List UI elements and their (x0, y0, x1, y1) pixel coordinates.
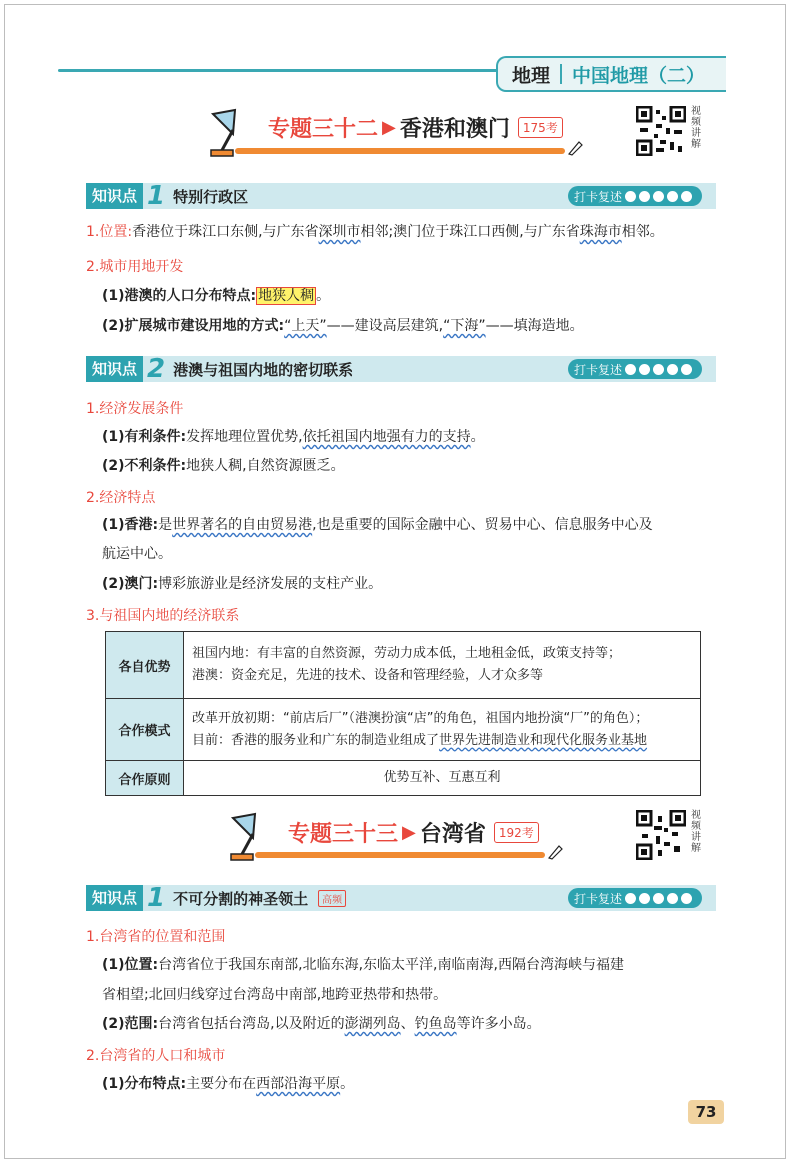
item-heading: (1)港澳的人口分布特点: (102, 288, 257, 304)
progress-dot (653, 364, 664, 375)
item-line (102, 456, 345, 476)
section-heading: 1.台湾省的位置和范围 (86, 929, 226, 945)
video-label-char: 讲 (691, 128, 701, 139)
key-term: “下海” (443, 318, 486, 334)
text-run: 。 (340, 1076, 355, 1092)
text-run: 等许多小岛。 (456, 1016, 541, 1032)
highlighted-term: 地狭人稠 (258, 288, 315, 304)
item-heading: (1)香港: (102, 517, 159, 533)
knowledge-tag: 知识点 (86, 885, 143, 911)
table-cell-line: 改革开放初期：“前店后厂”（港澳扮演“店”的角色，祖国内地扮演“厂”的角色）； (192, 710, 649, 726)
item-heading: (2)澳门: (102, 576, 159, 592)
table-cell (184, 632, 701, 699)
key-term: “上天” (284, 318, 327, 334)
item-heading: (1)分布特点: (102, 1076, 187, 1092)
header-book-title: 中国地理（二） (572, 64, 706, 87)
video-label-char: 解 (691, 843, 701, 854)
review-label: 打卡复述 (574, 362, 623, 377)
item-line (102, 427, 485, 447)
item-line (102, 1074, 354, 1094)
topic33-name: 台湾省 (419, 822, 486, 847)
section-heading: 2.城市用地开发 (86, 259, 184, 275)
text-run: ——建设高层建筑, (326, 318, 444, 334)
key-term: 世界先进制造业和现代化服务业基地 (439, 732, 648, 748)
progress-dot (625, 364, 636, 375)
video-label (690, 810, 702, 854)
key-term: 澎湖列岛 (344, 1016, 401, 1032)
topic33-title: 专题三十三 (288, 822, 399, 847)
knowledge-number: 1 (147, 883, 166, 913)
item-line (102, 574, 382, 594)
table-cell-line (192, 730, 692, 752)
knowledge-title: 特别行政区 (173, 187, 249, 206)
item-line-cont: 航运中心。 (102, 546, 172, 562)
review-label: 打卡复述 (574, 891, 623, 906)
progress-dot (639, 191, 650, 202)
header-rule (58, 69, 528, 72)
table-row (106, 761, 701, 796)
key-term: 钓鱼岛 (414, 1016, 457, 1032)
text-run: 主要分布在 (186, 1076, 257, 1092)
page-number: 73 (688, 1100, 724, 1124)
qr-code-icon[interactable] (636, 810, 686, 860)
item-line (102, 1014, 541, 1034)
table-row-head: 合作原则 (106, 761, 184, 796)
video-label (690, 106, 702, 150)
topic32-name: 香港和澳门 (399, 117, 510, 142)
video-label-char: 视 (691, 810, 701, 821)
topic32-title: 专题三十二 (268, 117, 379, 142)
text-run: 、 (400, 1016, 415, 1032)
item-line (102, 515, 653, 535)
key-term: 珠海市 (579, 224, 622, 240)
text-run: 香港位于珠江口东侧,与广东省 (132, 224, 319, 240)
section-heading: 2.经济特点 (86, 490, 156, 506)
review-checkin-button[interactable] (568, 888, 702, 908)
section-heading: 1.经济发展条件 (86, 401, 184, 417)
table-row (106, 632, 701, 699)
knowledge-tag: 知识点 (86, 356, 143, 382)
table-row (106, 699, 701, 761)
text-run: 相邻。 (621, 224, 664, 240)
table-row-head: 合作模式 (106, 699, 184, 761)
video-label-char: 频 (691, 821, 701, 832)
progress-dot (681, 893, 692, 904)
key-term: 西部沿海平原 (256, 1076, 341, 1092)
topic32-heading (268, 112, 563, 143)
progress-dot (639, 364, 650, 375)
table-cell-line: 祖国内地：有丰富的自然资源，劳动力成本低，土地租金低，政策支持等； (192, 646, 622, 661)
topic32-underline (235, 148, 565, 154)
key-term: 依托祖国内地强有力的支持 (302, 429, 471, 445)
item-heading: (2)范围: (102, 1016, 159, 1032)
item-heading: (1)位置: (102, 957, 159, 973)
text-run: 是 (158, 517, 173, 533)
text-run: 台湾省包括台湾岛,以及附近的 (158, 1016, 345, 1032)
review-checkin-button[interactable] (568, 186, 702, 206)
review-label: 打卡复述 (574, 189, 623, 204)
location-line (86, 222, 664, 242)
text-run: 。 (316, 288, 331, 304)
table-cell: 优势互补、互惠互利 (184, 761, 701, 796)
progress-dot (653, 893, 664, 904)
progress-dot (667, 893, 678, 904)
text-run: 地狭人稠,自然资源匮乏。 (186, 458, 345, 474)
progress-dot (625, 893, 636, 904)
table-row-head: 各自优势 (106, 632, 184, 699)
knowledge-title: 不可分割的神圣领土 (173, 889, 309, 908)
topic32-exam-count: 175考 (518, 117, 563, 138)
progress-dot (667, 364, 678, 375)
header-subject: 地理 (512, 64, 551, 87)
topic33-underline (255, 852, 545, 858)
progress-dot (639, 893, 650, 904)
knowledge-title: 港澳与祖国内地的密切联系 (173, 360, 354, 379)
item-heading: (1)有利条件: (102, 429, 187, 445)
header-divider (560, 64, 562, 84)
text-run: 台湾省位于我国东南部,北临东海,东临太平洋,南临南海,西隔台湾海峡与福建 (158, 957, 624, 973)
video-label-char: 视 (691, 106, 701, 117)
knowledge-number: 2 (147, 354, 166, 384)
header-tab (496, 56, 726, 92)
item-line (102, 955, 624, 975)
economic-link-table (105, 631, 701, 796)
knowledge-number: 1 (147, 181, 166, 211)
pen-icon (547, 842, 565, 860)
video-label-char: 解 (691, 139, 701, 150)
qr-code-icon[interactable] (636, 106, 686, 156)
table-cell (184, 699, 701, 761)
progress-dot (681, 364, 692, 375)
text-run: 博彩旅游业是经济发展的支柱产业。 (158, 576, 383, 592)
location-heading: 1.位置: (86, 224, 133, 240)
video-label-char: 频 (691, 117, 701, 128)
key-term: 世界著名的自由贸易港 (172, 517, 313, 533)
item-line (102, 316, 584, 336)
section-heading: 2.台湾省的人口和城市 (86, 1048, 226, 1064)
table-cell-line: 港澳：资金充足，先进的技术、设备和管理经验，人才众多等 (192, 668, 544, 683)
knowledge-tag: 知识点 (86, 183, 143, 209)
item-heading: (2)扩展城市建设用地的方式: (102, 318, 285, 334)
text-run: 。 (470, 429, 485, 445)
text-run: 目前：香港的服务业和广东的制造业组成了 (192, 732, 440, 748)
high-frequency-badge: 高频 (318, 890, 346, 907)
item-heading: (2)不利条件: (102, 458, 187, 474)
item-line-cont: 省相望;北回归线穿过台湾岛中南部,地跨亚热带和热带。 (102, 987, 448, 1003)
text-run: ,也是重要的国际金融中心、贸易中心、信息服务中心及 (312, 517, 653, 533)
progress-dot (625, 191, 636, 202)
text-run: ——填海造地。 (485, 318, 584, 334)
play-triangle-icon: ▶ (382, 117, 396, 138)
text-run: 发挥地理位置优势, (186, 429, 303, 445)
video-label-char: 讲 (691, 832, 701, 843)
progress-dot (653, 191, 664, 202)
key-term: 深圳市 (318, 224, 361, 240)
topic33-exam-count: 192考 (494, 822, 539, 843)
section-heading: 3.与祖国内地的经济联系 (86, 608, 240, 624)
item-line (102, 286, 330, 306)
review-checkin-button[interactable] (568, 359, 702, 379)
progress-dot (667, 191, 678, 202)
pen-icon (567, 138, 585, 156)
topic33-heading (288, 817, 539, 848)
text-run: 相邻;澳门位于珠江口西侧,与广东省 (360, 224, 580, 240)
play-triangle-icon: ▶ (402, 822, 416, 843)
progress-dot (681, 191, 692, 202)
